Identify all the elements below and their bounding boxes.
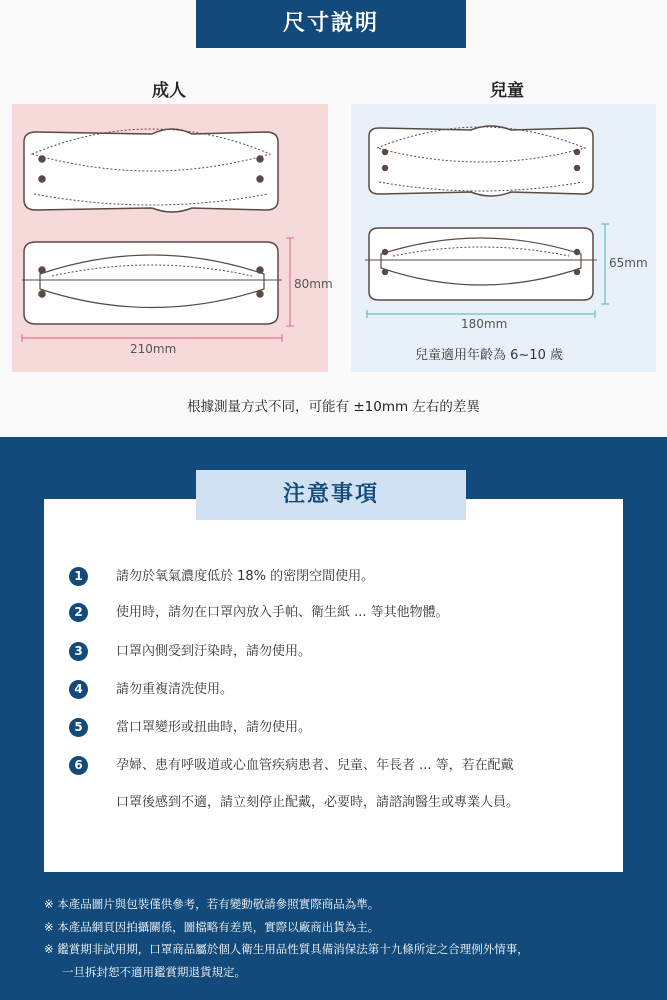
- child-mask-folded: [369, 126, 593, 196]
- notice-item-text: 當口罩變形或扭曲時，請勿使用。: [116, 720, 312, 735]
- notice-item-1: [69, 566, 609, 588]
- notice-item-text: 口罩內側受到汙染時，請勿使用。: [116, 644, 312, 659]
- item-number-badge: 1: [69, 567, 88, 586]
- item-number-badge: 3: [69, 642, 88, 661]
- notice-item-text: 孕婦、患有呼吸道或心血管疾病患者、兒童、年長者 ... 等，若在配戴: [116, 758, 514, 773]
- notice-title: 注意事項: [196, 470, 466, 520]
- notice-item-6-continued: 口罩後感到不適，請立刻停止配戴，必要時，請諮詢醫生或專業人員。: [116, 795, 520, 810]
- size-title: 尺寸說明: [196, 0, 466, 48]
- item-number-badge: 6: [69, 756, 88, 775]
- notice-item-text: 請勿於氧氣濃度低於 18% 的密閉空間使用。: [116, 569, 375, 584]
- item-number-badge: 5: [69, 718, 88, 737]
- size-section: [0, 0, 667, 437]
- notice-item-4: [69, 679, 609, 701]
- child-height-label: 65mm: [609, 256, 648, 270]
- adult-mask-open: [22, 242, 282, 324]
- child-mask-open: [365, 228, 597, 300]
- footnote-3: ※ 鑑賞期非試用期，口罩商品屬於個人衛生用品性質具備消保法第十九條所定之合理例外情事，: [44, 942, 529, 956]
- child-width-label: 180mm: [461, 317, 508, 331]
- measurement-note: 根據測量方式不同，可能有 ±10mm 左右的差異: [187, 399, 480, 415]
- child-size-panel: [351, 104, 656, 372]
- adult-mask-illustration: [12, 104, 328, 372]
- notice-item-2: [69, 602, 609, 624]
- item-number-badge: 2: [69, 603, 88, 622]
- notice-item-text: 請勿重複清洗使用。: [116, 682, 234, 697]
- notice-item-text: 使用時，請勿在口罩內放入手帕、衛生紙 ... 等其他物體。: [116, 605, 449, 620]
- notice-item-3: [69, 641, 609, 663]
- adult-label: 成人: [152, 81, 186, 101]
- adult-width-label: 210mm: [130, 342, 177, 356]
- footnote-4: 一旦拆封恕不適用鑑賞期退貨規定。: [62, 965, 246, 979]
- child-label: 兒童: [490, 81, 524, 101]
- child-age-note: 兒童適用年齡為 6~10 歲: [415, 348, 563, 363]
- adult-size-panel: [12, 104, 333, 372]
- notice-item-6: [69, 755, 609, 777]
- child-mask-illustration: [351, 104, 656, 372]
- footnote-1: ※ 本產品圖片與包裝僅供參考，若有變動敬請參照實際商品為準。: [44, 897, 380, 911]
- notice-item-5: [69, 717, 609, 739]
- adult-height-label: 80mm: [294, 277, 333, 291]
- item-number-badge: 4: [69, 680, 88, 699]
- adult-mask-folded: [24, 129, 278, 212]
- footnote-2: ※ 本產品網頁因拍攝關係，圖檔略有差異，實際以廠商出貨為主。: [44, 920, 380, 934]
